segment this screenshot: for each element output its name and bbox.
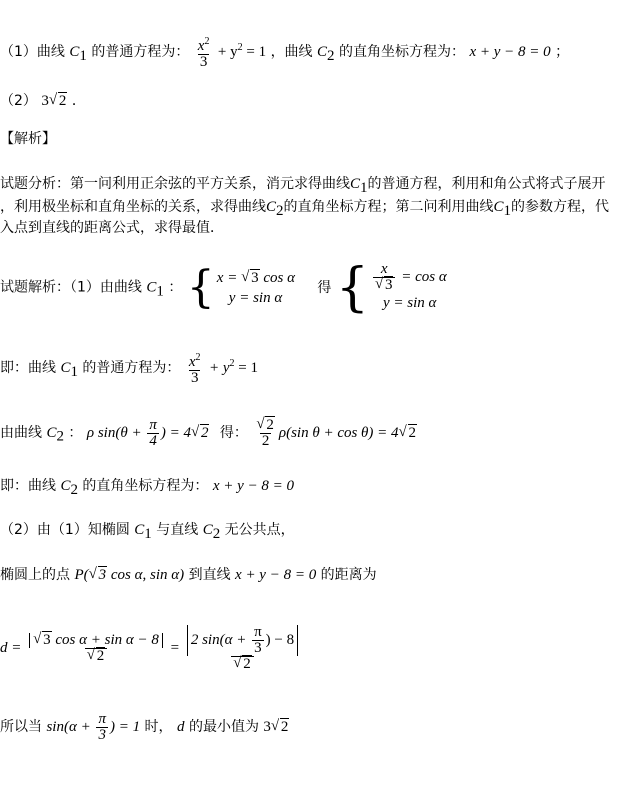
text: 无公共点， bbox=[224, 522, 295, 538]
brace: { bbox=[335, 257, 369, 318]
text: ； bbox=[555, 44, 570, 60]
radicand: 2 bbox=[96, 648, 105, 665]
sqrt bbox=[241, 268, 260, 288]
coefficient: 3 bbox=[263, 718, 271, 735]
sqrt bbox=[375, 278, 394, 293]
curve-c1: C bbox=[350, 176, 361, 192]
denominator: 2 bbox=[261, 433, 270, 449]
math-text: + y bbox=[217, 44, 238, 60]
sqrt bbox=[271, 718, 290, 736]
denominator: 3 bbox=[254, 640, 262, 657]
text: 的直角坐标方程为： bbox=[82, 478, 209, 494]
text: ，利用极坐标和直角坐标的关系，求得曲线 bbox=[0, 199, 266, 215]
curve-c2: C bbox=[317, 44, 328, 60]
line-equation: x + y − 8 = 0 bbox=[469, 44, 551, 60]
analysis-line-3 bbox=[0, 219, 224, 237]
radicand: 3 bbox=[384, 277, 393, 293]
math-text: ρ(sin θ + cos θ) = 4 bbox=[278, 424, 399, 441]
curve-c1: C bbox=[60, 360, 71, 376]
text: 椭圆上的点 bbox=[0, 567, 70, 583]
subscript: 2 bbox=[70, 481, 78, 498]
math-text: ρ sin(θ + bbox=[86, 424, 146, 441]
math-text: = cos α bbox=[397, 268, 447, 285]
text: ： bbox=[168, 279, 183, 296]
text: 即：曲线 bbox=[0, 478, 56, 494]
radicand: 3 bbox=[43, 632, 51, 649]
subscript: 2 bbox=[327, 47, 335, 64]
radicand: 2 bbox=[408, 424, 417, 441]
sqrt bbox=[33, 633, 52, 648]
subscript: 1 bbox=[79, 47, 87, 64]
answer-line-2 bbox=[0, 92, 86, 110]
math-text: = 1 bbox=[242, 44, 267, 60]
radicand: 3 bbox=[98, 567, 107, 583]
brace: { bbox=[186, 261, 215, 313]
numerator: π bbox=[149, 417, 157, 433]
fraction-pi-4 bbox=[147, 418, 159, 449]
radicand: 2 bbox=[280, 718, 289, 735]
text: 的距离为 bbox=[320, 567, 377, 583]
distance-formula bbox=[0, 618, 302, 678]
distance-fraction-1 bbox=[27, 633, 165, 664]
text: ，曲线 bbox=[270, 44, 313, 60]
line-equation: x + y − 8 = 0 bbox=[212, 478, 295, 494]
denominator: 4 bbox=[149, 433, 157, 449]
math-text: cos α + sin α − 8 bbox=[51, 632, 159, 649]
subscript: 1 bbox=[503, 202, 512, 219]
text: 时， bbox=[144, 718, 173, 735]
math-text: cos α, sin α) bbox=[107, 567, 185, 583]
analysis-line-1 bbox=[0, 175, 606, 197]
text: 的参数方程，代 bbox=[511, 199, 610, 215]
text: 的普通方程为： bbox=[82, 360, 181, 376]
numerator: π bbox=[98, 711, 106, 727]
math-text: cos α bbox=[259, 269, 295, 286]
text: ： bbox=[68, 424, 83, 441]
text: 的直角坐标方程；第二问利用曲线 bbox=[283, 199, 494, 215]
math-text: 2 sin(α + bbox=[190, 632, 251, 648]
curve-c2: C bbox=[60, 478, 71, 494]
math-text: sin(α + bbox=[46, 718, 95, 735]
solution-line-3 bbox=[0, 418, 417, 449]
text: 试题分析：第一问利用正余弦的平方关系，消元求得曲线 bbox=[0, 176, 350, 192]
superscript: 2 bbox=[204, 36, 210, 47]
radicand: 2 bbox=[200, 424, 209, 441]
distance-fraction-2 bbox=[185, 625, 300, 672]
curve-c1: C bbox=[134, 522, 145, 538]
math-text: ) − 8 bbox=[265, 632, 295, 648]
text: 得 bbox=[317, 279, 332, 296]
radicand: 2 bbox=[266, 417, 274, 433]
text: 试题解析：（1）由曲线 bbox=[0, 279, 142, 296]
denominator: 3 bbox=[190, 370, 199, 386]
text: 的最小值为 bbox=[188, 718, 259, 735]
subscript: 1 bbox=[156, 283, 164, 300]
curve-c1: C bbox=[493, 199, 504, 215]
sqrt bbox=[191, 424, 210, 442]
subscript: 2 bbox=[212, 525, 221, 542]
sqrt bbox=[89, 566, 108, 584]
part1-label: （1）曲线 bbox=[0, 44, 65, 60]
curve-c2: C bbox=[266, 199, 277, 215]
text: 即：曲线 bbox=[0, 360, 56, 376]
fraction bbox=[187, 350, 203, 386]
numerator: x bbox=[380, 261, 388, 277]
math-text: ) = 1 bbox=[109, 718, 141, 735]
conclusion-line bbox=[0, 712, 289, 743]
text: 由曲线 bbox=[0, 424, 42, 441]
text: 的普通方程，利用和角公式将式子展开 bbox=[367, 176, 606, 192]
var-x: x bbox=[197, 38, 205, 54]
math-text: = 1 bbox=[234, 360, 258, 376]
math-text: = bbox=[170, 640, 183, 656]
solution-line-5 bbox=[0, 521, 295, 543]
subscript: 1 bbox=[360, 179, 368, 196]
math-text: x = bbox=[216, 269, 242, 286]
superscript: 2 bbox=[195, 352, 201, 363]
superscript: 2 bbox=[237, 42, 243, 53]
radicand: 3 bbox=[251, 269, 259, 286]
text: 的直角坐标方程为： bbox=[338, 44, 465, 60]
fraction-pi-3 bbox=[96, 712, 108, 743]
math-text: + y bbox=[209, 360, 230, 376]
solution-line-2 bbox=[0, 350, 258, 386]
part2-label: （2） bbox=[0, 93, 37, 109]
normalized-system bbox=[335, 257, 447, 318]
subscript: 2 bbox=[56, 428, 64, 445]
solution-line-1 bbox=[0, 257, 447, 318]
parametric-system bbox=[186, 261, 295, 313]
fraction-x2-over-3 bbox=[196, 34, 212, 70]
sqrt bbox=[256, 418, 275, 433]
answer-line-1 bbox=[0, 34, 569, 70]
subscript: 1 bbox=[144, 525, 152, 542]
solution-line-6 bbox=[0, 566, 377, 584]
fraction-sqrt2-over-2 bbox=[254, 418, 277, 449]
curve-c1: C bbox=[146, 279, 157, 296]
math-text: y = sin α bbox=[228, 289, 283, 306]
sqrt bbox=[233, 657, 252, 672]
text: 的普通方程为： bbox=[91, 44, 190, 60]
analysis-line-2 bbox=[0, 198, 609, 220]
text: 所以当 bbox=[0, 718, 42, 735]
coefficient: 3 bbox=[41, 93, 49, 109]
text: （2）由（1）知椭圆 bbox=[0, 522, 130, 538]
math-text: ) = 4 bbox=[160, 424, 191, 441]
line-equation: x + y − 8 = 0 bbox=[235, 567, 317, 583]
curve-c2: C bbox=[202, 522, 213, 538]
denominator: 3 bbox=[98, 727, 106, 743]
superscript: 2 bbox=[229, 358, 235, 369]
curve-c1: C bbox=[69, 44, 80, 60]
sqrt bbox=[399, 424, 418, 442]
subscript: 1 bbox=[70, 363, 78, 380]
text: 与直线 bbox=[156, 522, 199, 538]
radicand: 2 bbox=[243, 656, 251, 673]
sqrt bbox=[87, 649, 106, 664]
subscript: 2 bbox=[276, 202, 284, 219]
solution-line-4 bbox=[0, 477, 294, 499]
radicand: 2 bbox=[58, 93, 67, 109]
var-x: x bbox=[188, 354, 196, 370]
math-text: d = bbox=[0, 640, 26, 656]
text: 到直线 bbox=[188, 567, 231, 583]
numerator: π bbox=[254, 624, 262, 641]
denominator: 3 bbox=[199, 54, 208, 70]
curve-c2: C bbox=[46, 424, 57, 441]
text: 得： bbox=[219, 424, 248, 441]
var-d: d bbox=[177, 718, 185, 735]
text: ． bbox=[71, 93, 86, 109]
point-label: P( bbox=[74, 567, 89, 583]
math-text: y = sin α bbox=[382, 295, 437, 311]
analysis-heading: 【解析】 bbox=[0, 131, 56, 147]
text: 入点到直线的距离公式，求得最值． bbox=[0, 220, 224, 236]
sqrt bbox=[49, 92, 68, 110]
